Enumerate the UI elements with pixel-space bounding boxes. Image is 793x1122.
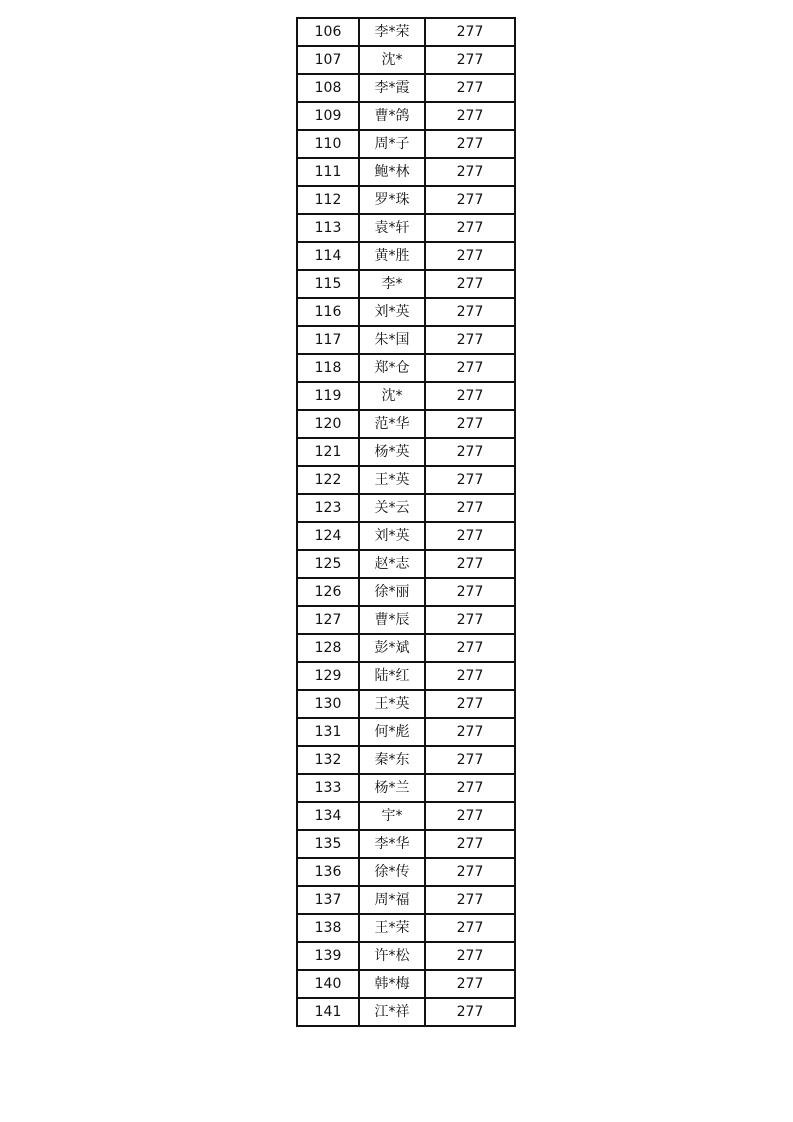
row-number-cell: 132	[297, 746, 359, 774]
row-number-cell: 110	[297, 130, 359, 158]
name-cell: 王*英	[359, 466, 425, 494]
name-cell: 李*	[359, 270, 425, 298]
table-row	[297, 130, 515, 158]
row-number-cell: 115	[297, 270, 359, 298]
score-cell: 277	[425, 18, 515, 46]
row-number-cell: 128	[297, 634, 359, 662]
name-cell: 刘*英	[359, 522, 425, 550]
table-row	[297, 410, 515, 438]
table-row	[297, 354, 515, 382]
row-number-cell: 116	[297, 298, 359, 326]
name-cell: 沈*	[359, 46, 425, 74]
score-cell: 277	[425, 690, 515, 718]
row-number-cell: 124	[297, 522, 359, 550]
score-cell: 277	[425, 326, 515, 354]
name-cell: 沈*	[359, 382, 425, 410]
table-row	[297, 550, 515, 578]
table-row	[297, 438, 515, 466]
score-table-body	[297, 18, 515, 1026]
row-number-cell: 117	[297, 326, 359, 354]
score-cell: 277	[425, 998, 515, 1026]
score-cell: 277	[425, 830, 515, 858]
table-row	[297, 970, 515, 998]
table-row	[297, 242, 515, 270]
score-cell: 277	[425, 606, 515, 634]
name-cell: 李*华	[359, 830, 425, 858]
name-cell: 周*子	[359, 130, 425, 158]
table-row	[297, 858, 515, 886]
name-cell: 周*福	[359, 886, 425, 914]
row-number-cell: 136	[297, 858, 359, 886]
table-row	[297, 914, 515, 942]
score-cell: 277	[425, 270, 515, 298]
score-cell: 277	[425, 942, 515, 970]
row-number-cell: 139	[297, 942, 359, 970]
score-cell: 277	[425, 214, 515, 242]
name-cell: 罗*珠	[359, 186, 425, 214]
score-cell: 277	[425, 634, 515, 662]
table-row	[297, 18, 515, 46]
score-cell: 277	[425, 466, 515, 494]
row-number-cell: 107	[297, 46, 359, 74]
row-number-cell: 121	[297, 438, 359, 466]
score-cell: 277	[425, 298, 515, 326]
score-cell: 277	[425, 382, 515, 410]
table-row	[297, 158, 515, 186]
row-number-cell: 112	[297, 186, 359, 214]
table-row	[297, 522, 515, 550]
table-row	[297, 634, 515, 662]
row-number-cell: 135	[297, 830, 359, 858]
score-cell: 277	[425, 438, 515, 466]
row-number-cell: 131	[297, 718, 359, 746]
row-number-cell: 122	[297, 466, 359, 494]
score-cell: 277	[425, 746, 515, 774]
name-cell: 袁*轩	[359, 214, 425, 242]
name-cell: 宇*	[359, 802, 425, 830]
row-number-cell: 120	[297, 410, 359, 438]
name-cell: 曹*鸽	[359, 102, 425, 130]
name-cell: 李*霞	[359, 74, 425, 102]
row-number-cell: 123	[297, 494, 359, 522]
name-cell: 许*松	[359, 942, 425, 970]
table-row	[297, 326, 515, 354]
score-cell: 277	[425, 578, 515, 606]
row-number-cell: 141	[297, 998, 359, 1026]
score-cell: 277	[425, 74, 515, 102]
row-number-cell: 125	[297, 550, 359, 578]
name-cell: 赵*志	[359, 550, 425, 578]
row-number-cell: 106	[297, 18, 359, 46]
table-row	[297, 578, 515, 606]
row-number-cell: 137	[297, 886, 359, 914]
score-cell: 277	[425, 46, 515, 74]
row-number-cell: 129	[297, 662, 359, 690]
table-row	[297, 830, 515, 858]
row-number-cell: 140	[297, 970, 359, 998]
score-cell: 277	[425, 914, 515, 942]
name-cell: 关*云	[359, 494, 425, 522]
score-cell: 277	[425, 130, 515, 158]
score-cell: 277	[425, 662, 515, 690]
row-number-cell: 130	[297, 690, 359, 718]
table-row	[297, 746, 515, 774]
row-number-cell: 109	[297, 102, 359, 130]
score-cell: 277	[425, 774, 515, 802]
name-cell: 徐*传	[359, 858, 425, 886]
score-cell: 277	[425, 970, 515, 998]
table-row	[297, 718, 515, 746]
name-cell: 刘*英	[359, 298, 425, 326]
name-cell: 王*荣	[359, 914, 425, 942]
table-row	[297, 74, 515, 102]
name-cell: 范*华	[359, 410, 425, 438]
table-row	[297, 690, 515, 718]
table-row	[297, 942, 515, 970]
name-cell: 陆*红	[359, 662, 425, 690]
score-cell: 277	[425, 718, 515, 746]
name-cell: 朱*国	[359, 326, 425, 354]
row-number-cell: 114	[297, 242, 359, 270]
name-cell: 杨*兰	[359, 774, 425, 802]
name-cell: 鲍*林	[359, 158, 425, 186]
name-cell: 王*英	[359, 690, 425, 718]
row-number-cell: 108	[297, 74, 359, 102]
table-row	[297, 606, 515, 634]
name-cell: 徐*丽	[359, 578, 425, 606]
table-row	[297, 466, 515, 494]
table-row	[297, 46, 515, 74]
row-number-cell: 134	[297, 802, 359, 830]
row-number-cell: 138	[297, 914, 359, 942]
table-row	[297, 214, 515, 242]
table-row	[297, 802, 515, 830]
name-cell: 何*彪	[359, 718, 425, 746]
score-table	[296, 17, 516, 1027]
row-number-cell: 118	[297, 354, 359, 382]
name-cell: 江*祥	[359, 998, 425, 1026]
score-cell: 277	[425, 858, 515, 886]
score-cell: 277	[425, 242, 515, 270]
name-cell: 曹*辰	[359, 606, 425, 634]
score-cell: 277	[425, 158, 515, 186]
name-cell: 李*荣	[359, 18, 425, 46]
score-cell: 277	[425, 410, 515, 438]
row-number-cell: 126	[297, 578, 359, 606]
score-cell: 277	[425, 102, 515, 130]
row-number-cell: 133	[297, 774, 359, 802]
table-row	[297, 494, 515, 522]
score-cell: 277	[425, 354, 515, 382]
score-cell: 277	[425, 186, 515, 214]
table-row	[297, 102, 515, 130]
table-row	[297, 662, 515, 690]
score-cell: 277	[425, 550, 515, 578]
score-cell: 277	[425, 522, 515, 550]
name-cell: 秦*东	[359, 746, 425, 774]
row-number-cell: 113	[297, 214, 359, 242]
row-number-cell: 111	[297, 158, 359, 186]
name-cell: 韩*梅	[359, 970, 425, 998]
table-row	[297, 382, 515, 410]
table-row	[297, 998, 515, 1026]
table-row	[297, 298, 515, 326]
name-cell: 黄*胜	[359, 242, 425, 270]
score-cell: 277	[425, 886, 515, 914]
table-row	[297, 774, 515, 802]
score-cell: 277	[425, 802, 515, 830]
table-row	[297, 886, 515, 914]
name-cell: 郑*仓	[359, 354, 425, 382]
name-cell: 彭*斌	[359, 634, 425, 662]
row-number-cell: 119	[297, 382, 359, 410]
row-number-cell: 127	[297, 606, 359, 634]
score-cell: 277	[425, 494, 515, 522]
name-cell: 杨*英	[359, 438, 425, 466]
table-row	[297, 186, 515, 214]
table-row	[297, 270, 515, 298]
